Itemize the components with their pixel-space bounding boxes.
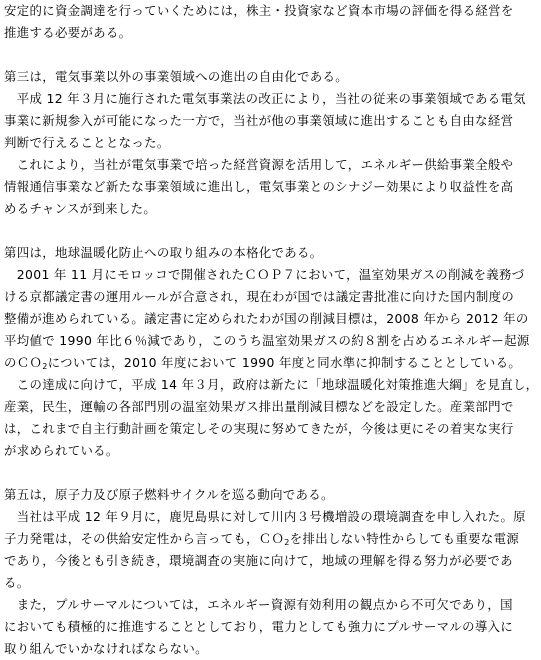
text-fragment: 子力発電は，その供給安定性から言っても，ＣＯ	[4, 531, 285, 546]
text-line: 産業，民生，運輸の各部門別の温室効果ガス排出量削減目標などを設定した。産業部門で	[4, 399, 514, 414]
text-line: 事業に新規参入が可能になった一方で，当社が他の事業領域に進出することも自由な経営	[4, 113, 514, 128]
text-line: 2001 年 11 月にモロッコで開催されたＣＯＰ７において，温室効果ガスの削減を義務づ	[4, 267, 525, 282]
text-line: が求められている。	[4, 443, 119, 458]
section-heading: 第五は，原子力及び原子燃料サイクルを巡る動向である。	[4, 487, 334, 502]
text-line: る。	[4, 575, 30, 590]
text-line: これにより，当社が電気事業で培った経営資源を活用して，エネルギー供給事業全般や	[4, 157, 514, 172]
text-fragment: のＣＯ	[4, 355, 43, 370]
text-line: めるチャンスが到来した。	[4, 201, 157, 216]
section-heading: 第三は，電気事業以外の事業領域への進出の自由化である。	[4, 69, 348, 84]
text-line: 判断で行えることとなった。	[4, 135, 170, 150]
subscript-2: 2	[284, 538, 290, 547]
text-line: 平均値で 1990 年比６％減であり，このうち温室効果ガスの約８割を占めるエネルギー起源	[4, 333, 530, 348]
text-line: 整備が進められている。議定書に定められたわが国の削減目標は，2008 年から 2012 年の	[4, 311, 529, 326]
text-line: 当社は平成 12 年９月に，鹿児島県に対して川内３号機増設の環境調査を申し入れた。原	[4, 509, 526, 524]
text-line: は，これまで自主行動計画を策定しその実現に努めてきたが，今後は更にその着実な実行	[4, 421, 514, 436]
text-line: であり，今後とも引き続き，環境調査の実施に向けて，地域の理解を得る努力が必要であ	[4, 553, 513, 568]
text-line: 情報通信事業など新たな事業領域に進出し，電気事業とのシナジー効果により収益性を高	[4, 179, 514, 194]
text-fragment: については，2010 年度において 1990 年度と同水準に抑制することとしている。	[47, 355, 522, 370]
text-line: 安定的に資金調達を行っていくためには，株主・投資家など資本市場の評価を得る経営を	[4, 3, 514, 18]
text-line: においても積極的に推進することとしており，電力としても強力にプルサーマルの導入に	[4, 619, 514, 634]
text-line	[4, 352, 521, 374]
text-line: 取り組んでいかなければならない。	[4, 641, 208, 656]
text-line: この達成に向けて，平成 14 年３月，政府は新たに「地球温暖化対策推進大綱」を見直し，	[4, 377, 539, 392]
section-heading: 第四は，地球温暖化防止への取り組みの本格化である。	[4, 245, 323, 260]
subscript-2: 2	[42, 362, 48, 371]
text-line	[4, 528, 519, 550]
text-line: また，プルサーマルについては，エネルギー資源有効利用の観点から不可欠であり，国	[4, 597, 513, 612]
text-line: 平成 12 年３月に施行された電気事業法の改正により，当社の従来の事業領域である電気	[4, 91, 526, 106]
text-line: 推進する必要がある。	[4, 25, 132, 40]
text-fragment: を排出しない特性からしても重要な電源	[289, 531, 520, 546]
text-line: ける京都議定書の運用ルールが合意され，現在わが国では議定書批准に向けた国内制度の	[4, 289, 515, 304]
